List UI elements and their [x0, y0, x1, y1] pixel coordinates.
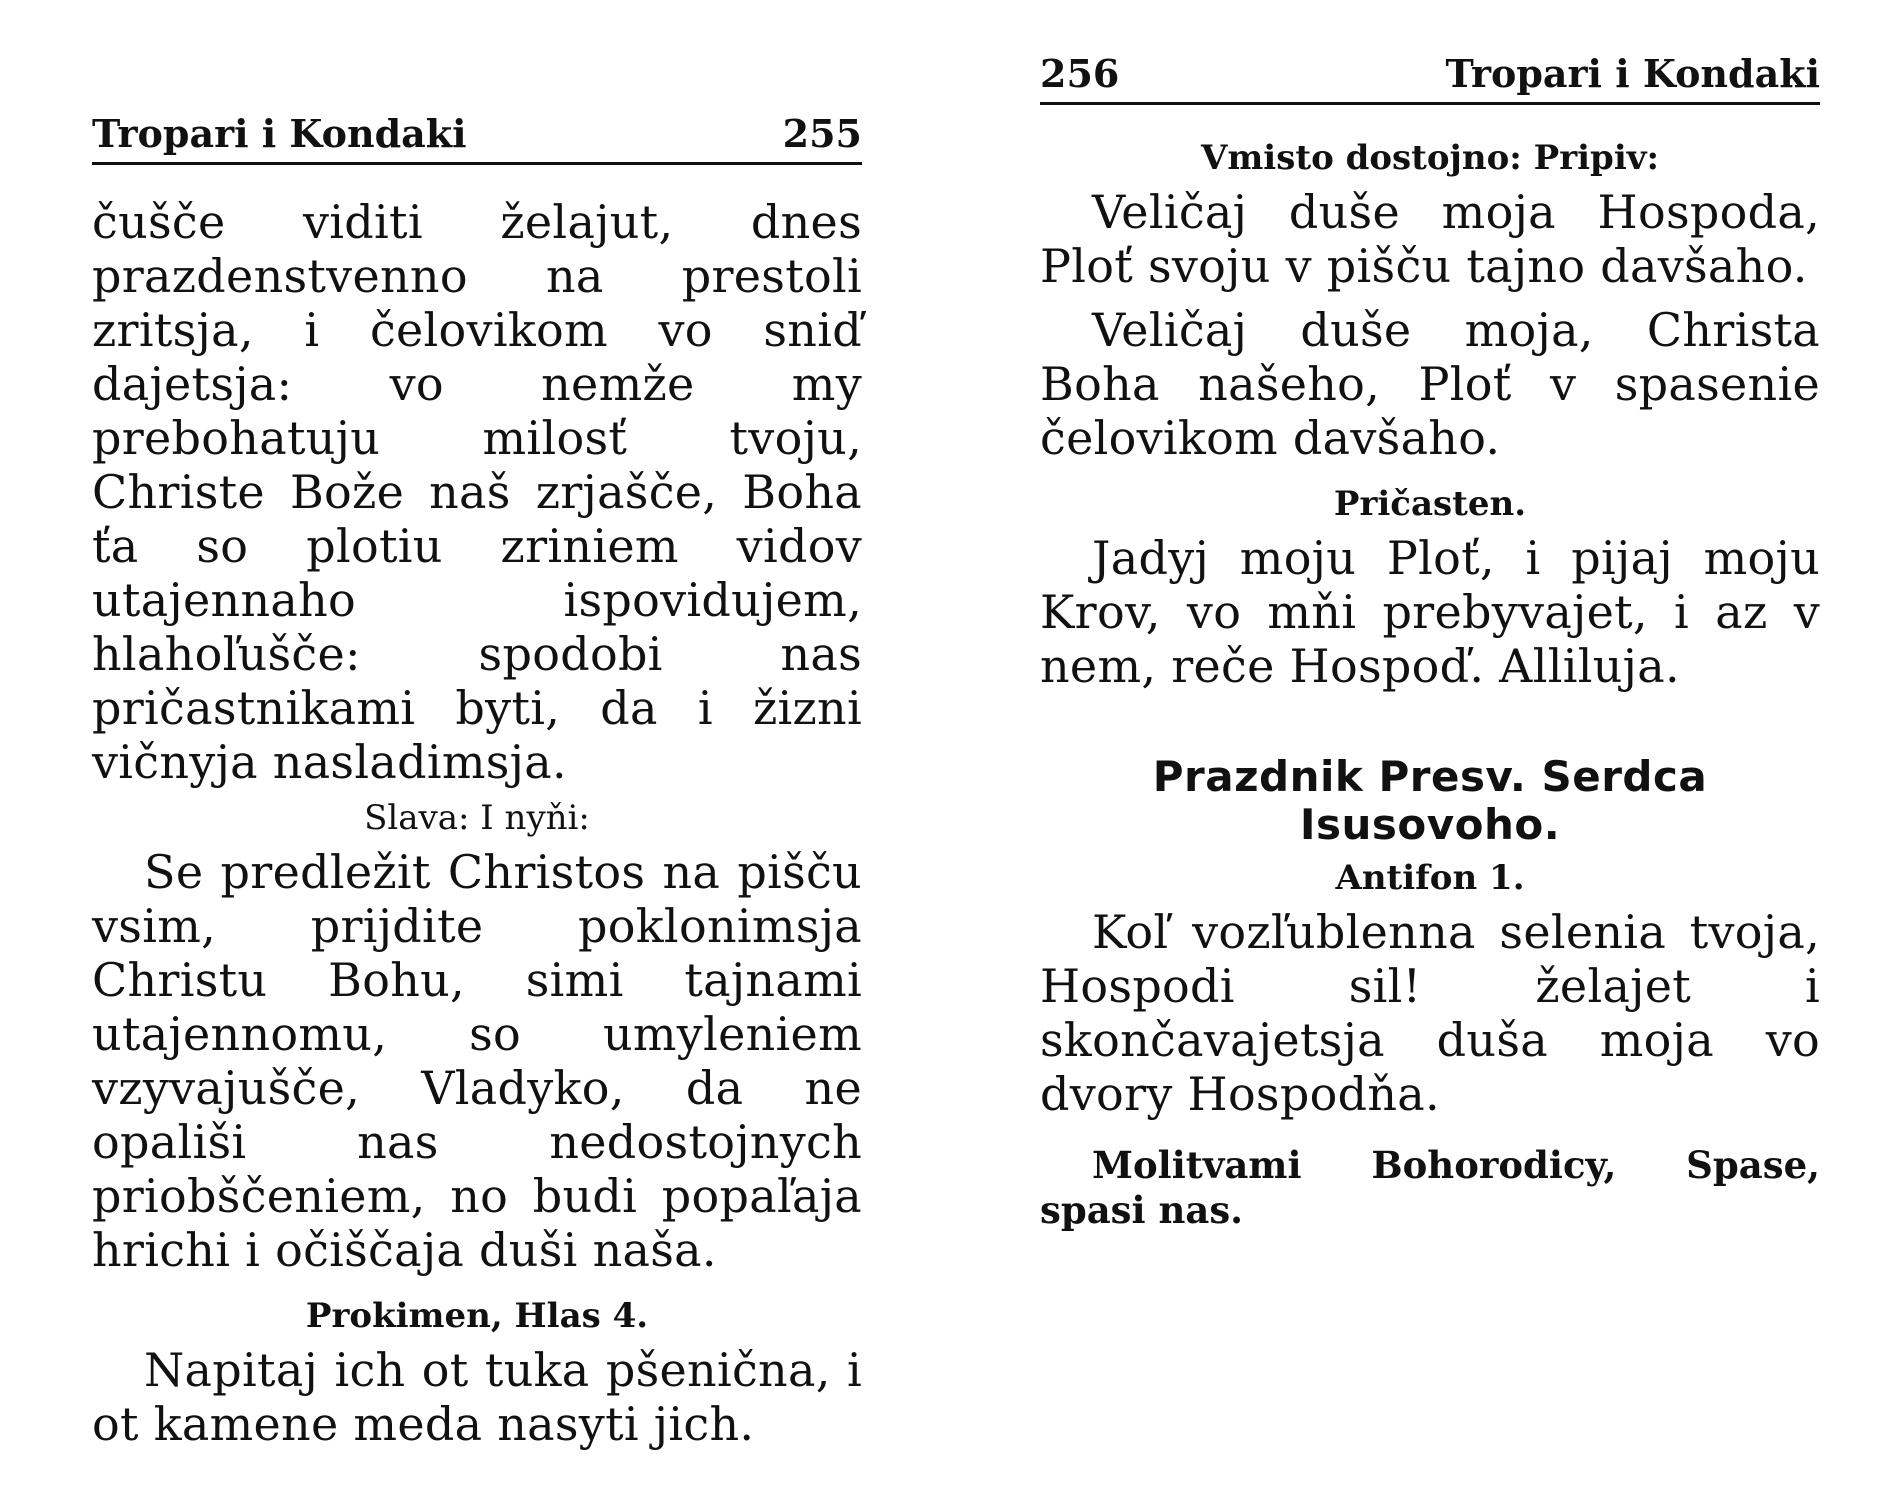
refrain-text: Molitvami Bohorodicy, Spase, spasi nas.: [1040, 1143, 1820, 1232]
rubric-slava: Slava: I nyňi:: [364, 798, 590, 838]
right-page: [1040, 50, 1820, 1233]
left-running-head: [92, 110, 862, 165]
rubric-antifon: Antifon 1.: [1335, 858, 1525, 898]
right-header-title: Tropari i Kondaki: [1445, 51, 1820, 96]
rubric-pricasten: Pričasten.: [1333, 484, 1527, 524]
rubric-vmisto-dostojno: Vmisto dostojno: Pripiv:: [1200, 138, 1660, 178]
right-running-head: [1040, 50, 1820, 105]
verse-2: Veličaj duše moja, Christa Boha našeho, Ploť v spasenie čelovikom davšaho.: [1040, 303, 1820, 465]
rubric-prokimen: Prokimen, Hlas 4.: [305, 1296, 649, 1336]
slava-text: Se predležit Christos na pišču vsim, prijdite poklonimsja Christu Bohu, simi tajnami utajennomu, so umyleniem vzyvajušče, Vladyko, da ne opališi nas nedostojnych priobščeniem, no budi popaľaja hrichi i očiščaja duši naša.: [92, 845, 862, 1277]
antifon-text: Koľ vozľublenna selenia tvoja, Hospodi sil! želajet i skončavajetsja duša moja vo dvory Hospodňa.: [1040, 905, 1820, 1121]
feast-title: Prazdnik Presv. Serdca Isusovoho.: [1152, 752, 1708, 849]
right-page-number: 256: [1040, 51, 1120, 96]
continued-troparion-text: čušče viditi želajut, dnes prazdenstvenno na prestoli zritsja, i čelovikom vo sniď dajetsja: vo nemže my prebohatuju milosť tvoju, Christe Bože naš zrjašče, Boha ťa so plotiu zriniem vidov utajennaho ispovidujem, hlahoľušče: spodobi nas pričastnikami byti, da i žizni vičnyja nasladimsja.: [92, 195, 862, 789]
left-page-number: 255: [782, 111, 862, 156]
left-page: [92, 110, 862, 1451]
left-header-title: Tropari i Kondaki: [92, 111, 467, 156]
pricasten-text: Jadyj moju Ploť, i pijaj moju Krov, vo mňi prebyvajet, i az v nem, reče Hospoď. Alliluja.: [1040, 531, 1820, 693]
verse-1: Veličaj duše moja Hospoda, Ploť svoju v pišču tajno davšaho.: [1040, 185, 1820, 293]
prokimen-text: Napitaj ich ot tuka pšenična, i ot kamene meda nasyti jich.: [92, 1343, 862, 1451]
